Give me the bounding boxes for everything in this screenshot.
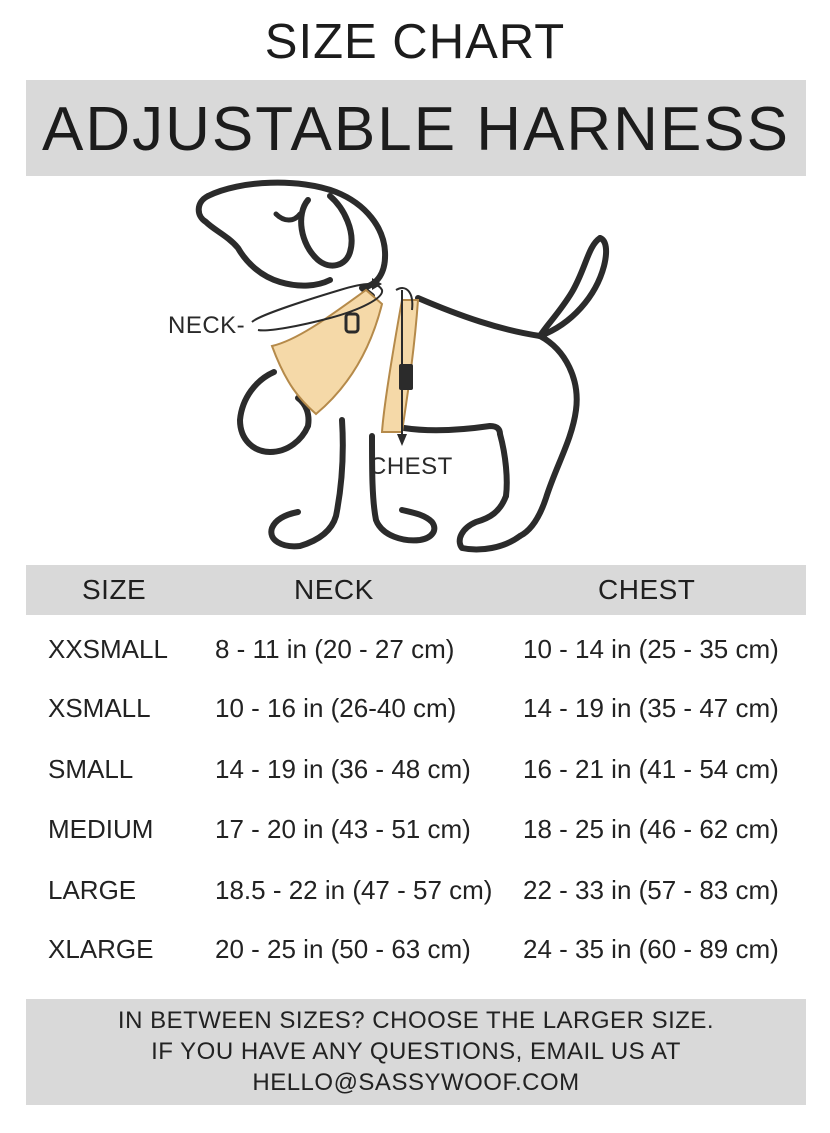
dog-ear-outline (301, 196, 351, 266)
neck-cell: 14 - 19 in (36 - 48 cm) (215, 754, 471, 784)
size-cell: XXSMALL (48, 634, 168, 664)
dog-head-outline (208, 183, 385, 296)
harness (272, 290, 418, 432)
table-row (0, 693, 830, 733)
neck-cell: 18.5 - 22 in (47 - 57 cm) (215, 875, 493, 905)
size-cell: XLARGE (48, 934, 154, 964)
dog-snout-outline (199, 196, 330, 286)
neck-cell: 10 - 16 in (26-40 cm) (215, 693, 457, 723)
size-table-header (26, 565, 806, 615)
header-size: SIZE (82, 574, 147, 605)
dog-eye (276, 214, 300, 220)
chest-cell: 10 - 14 in (25 - 35 cm) (523, 634, 779, 664)
footer-line-sizes: IN BETWEEN SIZES? CHOOSE THE LARGER SIZE. (117, 1007, 715, 1034)
dog-front-leg-inner (372, 436, 434, 540)
neck-label: NECK- (168, 312, 246, 339)
neck-cell: 17 - 20 in (43 - 51 cm) (215, 814, 471, 844)
dog-rump-outline (520, 336, 577, 536)
chest-cell: 14 - 19 in (35 - 47 cm) (523, 693, 779, 723)
table-row (0, 814, 830, 854)
header-chest: CHEST (598, 574, 696, 605)
page-title: SIZE CHART (264, 15, 566, 69)
size-cell: XSMALL (48, 693, 151, 723)
dog-hind-paw (460, 496, 520, 550)
header-neck: NECK (294, 574, 374, 605)
table-row (0, 634, 830, 674)
chest-cell: 18 - 25 in (46 - 62 cm) (523, 814, 779, 844)
dog-belly-outline (404, 426, 500, 434)
title-banner (26, 80, 806, 176)
chest-cell: 24 - 35 in (60 - 89 cm) (523, 934, 779, 964)
chest-label: CHEST (369, 453, 453, 480)
neck-cell: 20 - 25 in (50 - 63 cm) (215, 934, 471, 964)
chest-cell: 16 - 21 in (41 - 54 cm) (523, 754, 779, 784)
dog-hind-inner-leg (500, 434, 507, 496)
chest-arrow-head (397, 434, 407, 446)
size-cell: MEDIUM (48, 814, 154, 844)
dog-front-leg-outline (271, 420, 342, 546)
table-row (0, 875, 830, 915)
footer-line-questions: IF YOU HAVE ANY QUESTIONS, EMAIL US AT (151, 1038, 681, 1065)
footer-email: HELLO@SASSYWOOF.COM (252, 1069, 580, 1096)
product-name: ADJUSTABLE HARNESS (41, 95, 791, 164)
size-cell: SMALL (48, 754, 134, 784)
footer-note (26, 999, 806, 1105)
neck-cell: 8 - 11 in (20 - 27 cm) (215, 634, 455, 664)
chest-cell: 22 - 33 in (57 - 83 cm) (523, 875, 779, 905)
size-cell: LARGE (48, 875, 137, 905)
table-row (0, 934, 830, 974)
dog-harness-illustration (150, 176, 650, 566)
table-row (0, 754, 830, 794)
harness-neck-piece (272, 290, 382, 414)
